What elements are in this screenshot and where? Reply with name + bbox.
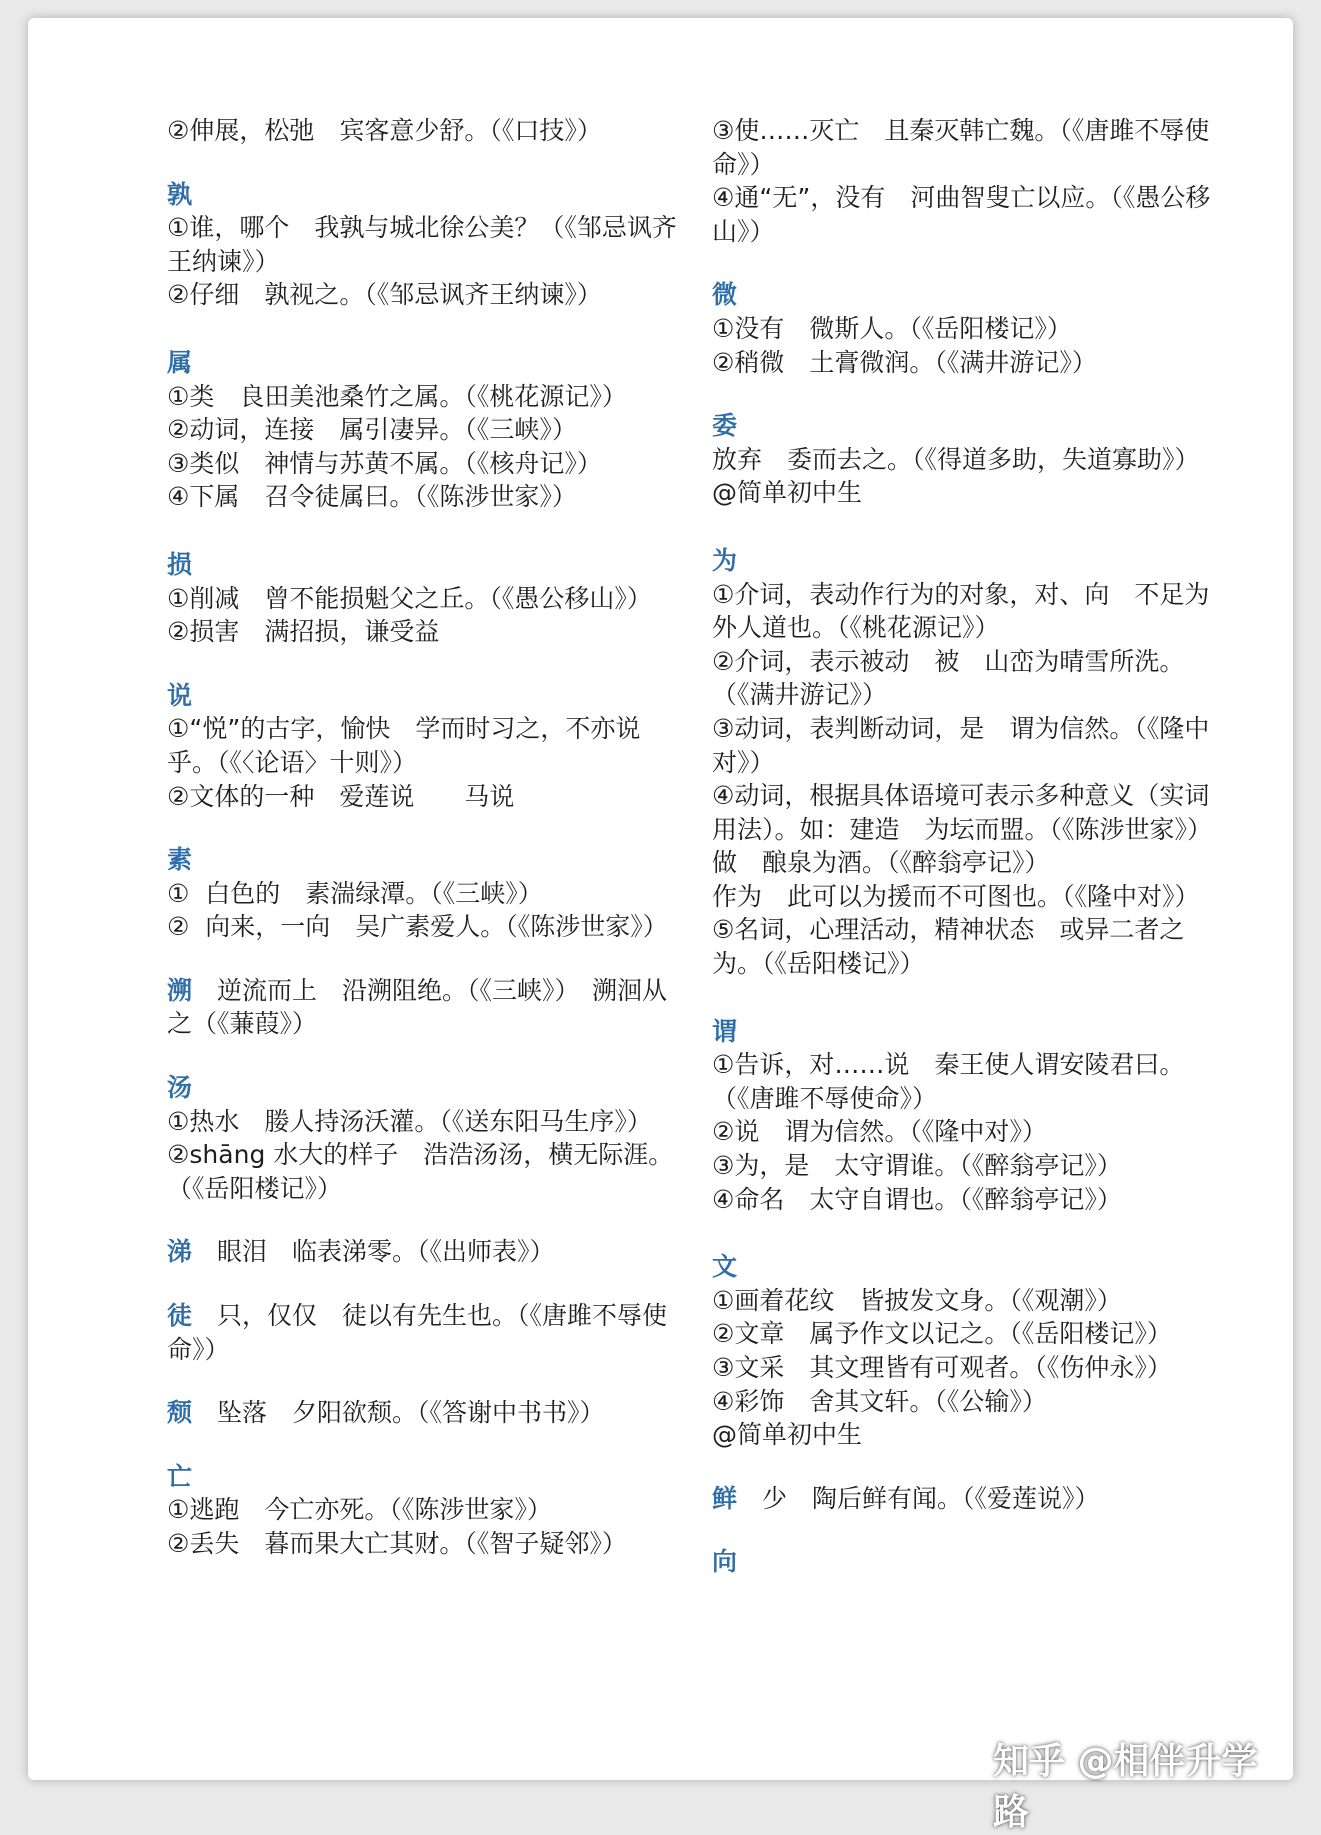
definition-text: ③为，是 太守谓谁。（《醉翁亭记》） (712, 1151, 1122, 1181)
entry-heading: 亡 (167, 1461, 193, 1491)
definition-line (712, 312, 1222, 346)
entry-heading: 涕 (167, 1237, 218, 1267)
entry-heading: 徒 (167, 1301, 218, 1331)
definition-line (167, 712, 677, 779)
left-column (167, 114, 677, 1561)
definition-line (712, 1418, 1222, 1452)
definition-line (167, 615, 677, 649)
entry-heading: 颓 (167, 1398, 218, 1428)
definition-text: ①告诉，对……说 秦王使人谓安陵君曰。（《唐雎不辱使命》） (712, 1050, 1185, 1113)
entry (167, 1460, 677, 1561)
definition-text: ③类似 神情与苏黄不属。（《核舟记》） (167, 448, 602, 478)
entry (167, 178, 677, 312)
definition-text: ②文体的一种 爱莲说 马说 (167, 781, 515, 811)
entry-heading: 文 (712, 1252, 738, 1282)
entry-heading: 说 (167, 680, 193, 710)
definition-line (167, 582, 677, 616)
definition-line (712, 346, 1222, 380)
definition-text: ①介词，表动作行为的对象，对、向 不足为外人道也。（《桃花源记》） (712, 579, 1210, 643)
definition-text: ①谁，哪个 我孰与城北徐公美？（《邹忌讽齐王纳谏》） (167, 213, 677, 276)
definition-line (712, 846, 1222, 880)
definition-line (712, 443, 1222, 477)
definition-line (712, 645, 1222, 712)
definition-line (712, 1048, 1222, 1115)
entry (712, 278, 1222, 379)
definition-line (712, 913, 1222, 980)
entry (167, 1299, 677, 1366)
entry (712, 114, 1222, 248)
entry (167, 843, 677, 944)
entry-heading: 属 (167, 347, 193, 377)
definition-text: ④命名 太守自谓也。（《醉翁亭记》） (712, 1184, 1122, 1214)
definition-line (167, 1493, 677, 1527)
definition-line (712, 779, 1222, 846)
entry (167, 974, 677, 1041)
watermark: 知乎 @相伴升学路 (993, 1741, 1258, 1833)
definition-text: 放弃 委而去之。（《得道多助，失道寡助》） (712, 444, 1200, 474)
entry-heading: 溯 (167, 975, 218, 1005)
definition-text: ②仔细 孰视之。（《邹忌讽齐王纳谏》） (167, 280, 602, 310)
definition-line (712, 114, 1222, 181)
definition-line (167, 211, 677, 278)
definition-line (712, 476, 1222, 510)
definition-text: 做 酿泉为酒。（《醉翁亭记》） (712, 848, 1050, 878)
definition-line (167, 1527, 677, 1561)
definition-text: ②损害 满招损，谦受益 (167, 617, 440, 647)
definition-line (712, 578, 1222, 645)
definition-text: ②动词，连接 属引凄异。（《三峡》） (167, 415, 577, 445)
definition-text: ④彩饰 舍其文轩。（《公输》） (712, 1386, 1047, 1416)
definition-text: @简单初中生 (712, 478, 863, 508)
definition-text: ②shāng 水大的样子 浩浩汤汤，横无际涯。（《岳阳楼记》） (167, 1140, 674, 1203)
definition-line (167, 877, 677, 911)
entry-heading: 微 (712, 280, 738, 310)
entry-heading: 鲜 (712, 1483, 763, 1513)
definition-text: ①画着花纹 皆披发文身。（《观潮》） (712, 1285, 1122, 1315)
definition-line (712, 1115, 1222, 1149)
definition-line (712, 1385, 1222, 1419)
definition-line (712, 712, 1222, 779)
entry-heading: 汤 (167, 1073, 193, 1103)
definition-text: 少 陶后鲜有闻。（《爱莲说》） (762, 1483, 1100, 1513)
definition-text: ③动词，表判断动词，是 谓为信然。（《隆中对》） (712, 713, 1210, 777)
entry-heading: 素 (167, 845, 193, 875)
definition-line (167, 380, 677, 414)
entry (712, 544, 1222, 981)
definition-text: @简单初中生 (712, 1420, 863, 1450)
definition-line (167, 910, 677, 944)
entry (712, 1015, 1222, 1217)
definition-text: ④动词，根据具体语境可表示多种意义（实词用法）。如：建造 为坛而盟。（《陈涉世家》） (712, 781, 1213, 844)
definition-line (167, 1138, 677, 1205)
entry-heading: 向 (712, 1547, 738, 1577)
entry (167, 1071, 677, 1205)
definition-line (712, 1482, 1222, 1516)
definition-line (712, 1284, 1222, 1318)
entry-heading: 委 (712, 411, 738, 441)
definition-text: ②丢失 暮而果大亡其财。（《智子疑邻》） (167, 1529, 627, 1558)
definition-text: ①类 良田美池桑竹之属。（《桃花源记》） (167, 381, 627, 411)
entry (712, 409, 1222, 510)
definition-text: ② 向来，一向 吴广素爱人。（《陈涉世家》） (167, 912, 668, 942)
definition-text: ②文章 属予作文以记之。（《岳阳楼记》） (712, 1319, 1172, 1349)
definition-line (712, 181, 1222, 248)
definition-line (167, 114, 677, 148)
definition-line (167, 1105, 677, 1139)
entry (712, 1482, 1222, 1516)
entry (712, 1250, 1222, 1452)
definition-text: ① 白色的 素湍绿潭。（《三峡》） (167, 878, 543, 908)
definition-text: ②说 谓为信然。（《隆中对》） (712, 1117, 1047, 1147)
definition-text: 坠落 夕阳欲颓。（《答谢中书书》） (217, 1398, 605, 1428)
entry-heading: 损 (167, 549, 193, 579)
definition-line (167, 278, 677, 312)
definition-text: ①“悦”的古字，愉快 学而时习之，不亦说乎。（《〈论语〉十则》） (167, 714, 641, 777)
definition-text: ⑤名词，心理活动，精神状态 或异二者之为。（《岳阳楼记》） (712, 915, 1185, 979)
definition-line (167, 974, 677, 1041)
definition-line (167, 1396, 677, 1430)
right-column (712, 114, 1222, 1579)
definition-line (712, 880, 1222, 914)
definition-text: ④通“无”，没有 河曲智叟亡以应。（《愚公移山》） (712, 183, 1211, 246)
definition-text: ③使……灭亡 且秦灭韩亡魏。（《唐雎不辱使命》） (712, 116, 1210, 179)
entry (167, 346, 677, 514)
definition-text: ②稍微 土膏微润。（《满井游记》） (712, 347, 1097, 377)
definition-text: 只，仅仅 徒以有先生也。（《唐雎不辱使命》） (167, 1301, 668, 1364)
definition-line (167, 480, 677, 514)
entry-heading: 为 (712, 545, 738, 575)
definition-line (712, 1351, 1222, 1385)
entry (167, 679, 677, 813)
entry (712, 1545, 1222, 1579)
definition-text: ①没有 微斯人。（《岳阳楼记》） (712, 313, 1072, 343)
definition-line (712, 1149, 1222, 1183)
definition-line (712, 1317, 1222, 1351)
page-sheet (28, 18, 1293, 1833)
definition-line (167, 780, 677, 814)
definition-text: ④下属 召令徒属曰。（《陈涉世家》） (167, 482, 577, 512)
entry (167, 114, 677, 148)
definition-text: 眼泪 临表涕零。（《出师表》） (217, 1237, 555, 1267)
entry-heading: 谓 (712, 1016, 738, 1046)
definition-text: ①逃跑 今亡亦死。（《陈涉世家》） (167, 1495, 552, 1525)
definition-text: ①削减 曾不能损魁父之丘。（《愚公移山》） (167, 583, 652, 613)
definition-line (167, 413, 677, 447)
entry (167, 1396, 677, 1430)
definition-text: ③文采 其文理皆有可观者。（《伤仲永》） (712, 1353, 1172, 1382)
entry-heading: 孰 (167, 179, 193, 209)
definition-line (712, 1183, 1222, 1217)
definition-text: 作为 此可以为援而不可图也。（《隆中对》） (712, 881, 1200, 911)
definition-text: ①热水 媵人持汤沃灌。（《送东阳马生序》） (167, 1106, 652, 1136)
definition-line (167, 447, 677, 481)
definition-text: 逆流而上 沿溯阻绝。（《三峡》） 溯洄从之（《蒹葭》） (167, 975, 668, 1039)
definition-text: ②介词，表示被动 被 山峦为晴雪所洗。（《满井游记》） (712, 646, 1185, 710)
entry (167, 548, 677, 649)
definition-line (167, 1299, 677, 1366)
entry (167, 1235, 677, 1269)
definition-text: ②伸展，松弛 宾客意少舒。（《口技》） (167, 116, 602, 145)
definition-line (167, 1235, 677, 1269)
